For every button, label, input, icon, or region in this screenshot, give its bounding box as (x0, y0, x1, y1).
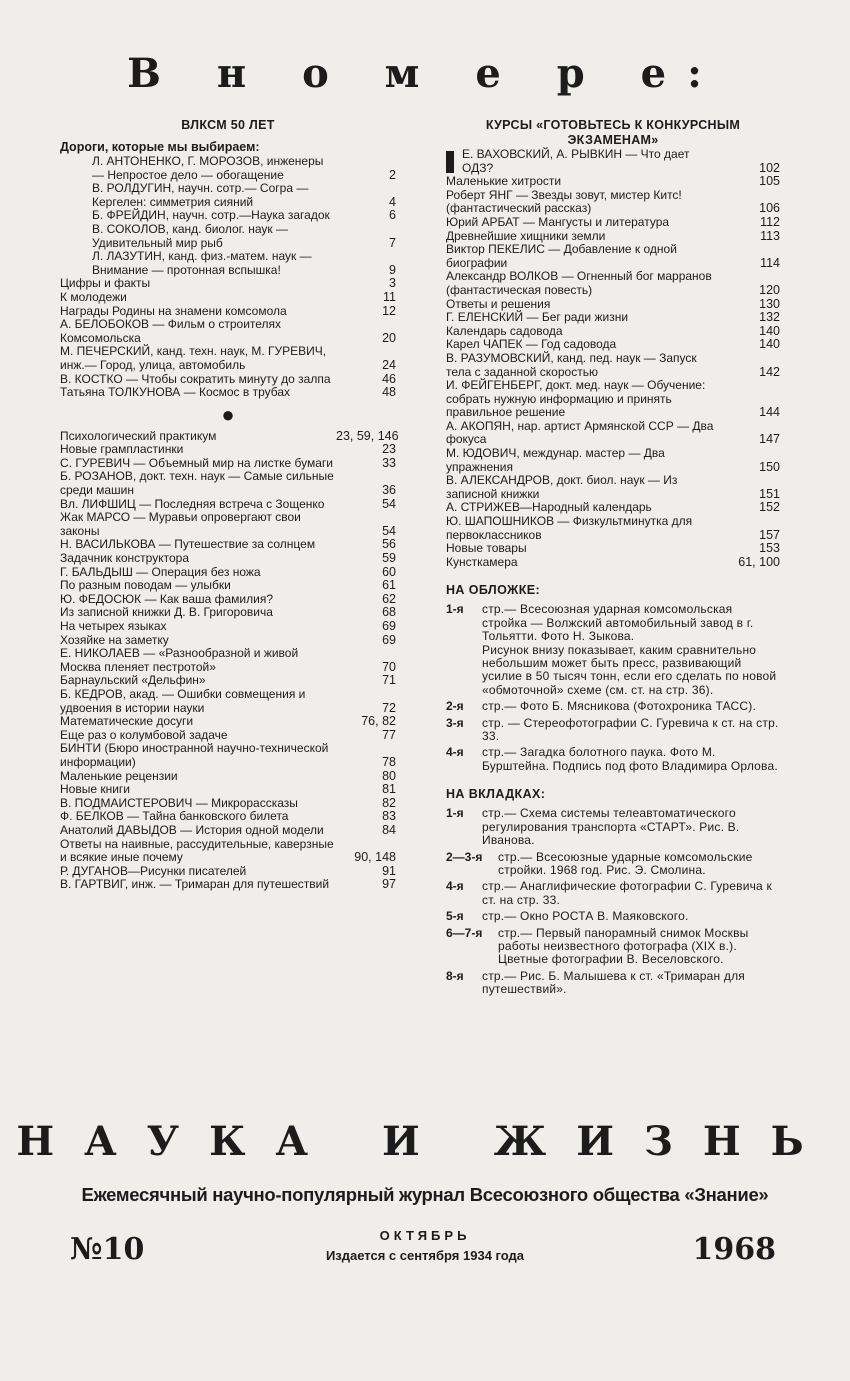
note-text: стр. — Стереофотографии С. Гуревича к ст. на стр. 33. (482, 715, 779, 744)
note-page-label: 8-я (446, 968, 464, 983)
toc-entry-title: В. КОСТКО — Чтобы сократить минуту до залпа (60, 371, 331, 386)
toc-entry-page: 33 (382, 455, 396, 470)
toc-entry-title: Из записной книжки Д. В. Григоровича (60, 605, 273, 620)
issue-month: ОКТЯБРЬ (379, 1228, 471, 1243)
bullet-separator: ● (221, 401, 235, 427)
toc-entry-page: 56 (382, 537, 396, 552)
note-entry (446, 880, 780, 907)
note-text: стр.— Всесоюзная ударная комсомольская стройка — Волжский автомобильный завод в г. Тольятти. Фото Н. Зыкова. Рисунок внизу показывает, каким сравнительно небольшим может быть пресс, развивающий усилие в 50 тысяч тонн, если его сделать по новой «обмоточной» схеме (см. ст. на стр. 36). (482, 602, 777, 697)
toc-entry-title: Л. АНТОНЕНКО, Г. МОРОЗОВ, инженеры — Непростое дело — обогащение (92, 154, 324, 182)
note-text: стр.— Окно РОСТА В. Маяковского. (482, 909, 689, 924)
toc-entry-title: Анатолий ДАВЫДОВ — История одной модели (60, 822, 324, 837)
toc-entry-page: 61, 100 (738, 554, 780, 569)
toc-entry (60, 305, 396, 319)
toc-entry-title: Вл. ЛИФШИЦ — Последняя встреча с Зощенко (60, 496, 325, 511)
toc-entry (60, 552, 396, 566)
note-entry (446, 970, 780, 997)
toc-entry (60, 182, 396, 209)
toc-entry (60, 647, 396, 674)
toc-entry-title: Л. ЛАЗУТИН, канд. физ.-матем. наук — Внимание — протонная вспышка! (92, 249, 312, 277)
issue-number: №10 (70, 1232, 145, 1267)
toc-entry-page: 132 (759, 310, 780, 325)
note-page-label: 5-я (446, 909, 464, 924)
toc-entry (60, 277, 396, 291)
toc-entry-title: Роберт ЯНГ — Звезды зовут, мистер Китс! (фантастический рассказ) (446, 187, 682, 216)
toc-entry (60, 729, 396, 743)
toc-entry (60, 797, 396, 811)
toc-entry-page: 54 (382, 496, 396, 511)
note-text: стр.— Анаглифические фотографии С. Гуревича к ст. на стр. 33. (482, 879, 772, 907)
toc-entry-title: Б. ФРЕЙДИН, научн. сотр.—Наука загадок (92, 208, 330, 223)
toc-entry (446, 338, 780, 352)
note-text: стр.— Первый панорамный снимок Москвы работы неизвестного фотографа (XIX в.). Цветные фотографии В. Веселовского. (498, 925, 749, 967)
note-page-label: 4-я (446, 879, 464, 894)
toc-entry (60, 878, 396, 892)
toc-entry-page: 23 (382, 442, 396, 457)
toc-entry-title: М. ЮДОВИЧ, междунар. мастер — Два упражнения (446, 446, 665, 474)
toc-entry-page: 68 (382, 605, 396, 620)
note-entry (446, 851, 780, 878)
publishing-since: Издается с сентября 1934 года (325, 1248, 525, 1263)
toc-entry-title: А. СТРИЖЕВ—Народный календарь (446, 500, 652, 515)
toc-entry-page: 140 (759, 323, 780, 338)
toc-entry-title: Г. БАЛЬДЫШ — Операция без ножа (60, 564, 261, 579)
toc-entry-title: Ю. ШАПОШНИКОВ — Физкультминутка для первоклассников (446, 514, 693, 542)
note-page-label: 4-я (446, 745, 464, 760)
toc-entry-title: С. ГУРЕВИЧ — Объемный мир на листке бумаги (60, 455, 333, 470)
toc-entry (446, 352, 780, 379)
toc-entry (462, 148, 780, 175)
toc-entry-page: 7 (389, 235, 396, 250)
toc-entry-page: 62 (382, 591, 396, 606)
toc-entry (60, 428, 399, 444)
toc-entry (60, 498, 396, 512)
toc-entry (446, 270, 780, 297)
note-text: стр.— Загадка болотного паука. Фото М. Бурштейна. Подпись под фото Владимира Орлова. (482, 745, 778, 773)
toc-entry-title: Кунсткамера (446, 554, 518, 569)
toc-entry (446, 501, 780, 515)
toc-entry-page: 4 (389, 194, 396, 209)
note-entry (446, 700, 780, 713)
course-entries (446, 148, 780, 569)
toc-entry-title: Еще раз о колумбовой задаче (60, 727, 228, 742)
toc-entry (446, 556, 780, 570)
toc-entry-title: Награды Родины на знамени комсомола (60, 303, 287, 318)
toc-entry-title: Юрий АРБАТ — Мангусты и литература (446, 214, 670, 229)
toc-entry-title: В. ПОДМАИСТЕРОВИЧ — Микрорассказы (60, 795, 298, 810)
toc-entry (60, 291, 396, 305)
note-entry (446, 910, 780, 923)
toc-entry-page: 71 (382, 673, 396, 688)
toc-entry-page: 151 (759, 486, 780, 501)
toc-entry-title: Древнейшие хищники земли (446, 228, 606, 243)
toc-entry-title: Барнаульский «Дельфин» (60, 673, 206, 688)
toc-entry-page: 140 (759, 337, 780, 352)
note-entry (446, 807, 780, 847)
toc-entry-page: 48 (382, 385, 396, 400)
toc-entry (60, 865, 396, 879)
note-page-label: 1-я (446, 806, 464, 821)
toc-entry (60, 579, 396, 593)
toc-entry (60, 620, 396, 634)
toc-entry-page: 9 (389, 262, 396, 277)
toc-entry (60, 538, 396, 552)
note-page-label: 1-я (446, 602, 464, 617)
toc-entry-page: 69 (382, 619, 396, 633)
toc-entry (60, 606, 396, 620)
toc-entry (446, 325, 780, 339)
toc-entry (60, 511, 396, 538)
main-entries-2 (60, 428, 399, 892)
toc-entry (446, 230, 780, 244)
toc-entry-title: Е. НИКОЛАЕВ — «Разнообразной и живой Москва пленяет пестротой» (60, 646, 299, 674)
toc-entry-page: 97 (382, 877, 396, 892)
journal-subtitle: Ежемесячный научно-популярный журнал Всесоюзного общества «Знание» (81, 1184, 769, 1205)
toc-entry-page: 113 (760, 228, 780, 243)
toc-entry-page: 105 (759, 174, 780, 189)
toc-entry-title: Маленькие хитрости (446, 174, 562, 189)
toc-entry-title: М. ПЕЧЕРСКИЙ, канд. техн. наук, М. ГУРЕВИЧ, инж.— Город, улица, автомобиль (60, 344, 327, 372)
right-column (446, 118, 780, 1000)
toc-entry-title: Ю. ФЕДОСЮК — Как ваша фамилия? (60, 591, 273, 606)
toc-entry-title: Ответы и решения (446, 296, 551, 311)
toc-entry (60, 470, 396, 497)
toc-entry-title: Виктор ПЕКЕЛИС — Добавление к одной биографии (446, 242, 677, 270)
toc-entry (60, 783, 396, 797)
toc-entry-page: 82 (382, 795, 396, 810)
masthead: НАУКА И ЖИЗНЬ (16, 1118, 834, 1165)
toc-entry-title: Хозяйке на заметку (60, 632, 169, 647)
toc-entry-page: 11 (383, 289, 396, 304)
toc-entry (446, 311, 780, 325)
toc-entry-title: В. РОЛДУГИН, научн. сотр.— Согра — Кергелен: симметрия сияний (92, 181, 309, 209)
toc-entry (60, 443, 396, 457)
toc-entry-page: 90, 148 (354, 850, 396, 865)
note-page-label: 2-я (446, 699, 464, 714)
toc-entry-title: Новые товары (446, 541, 527, 556)
toc-entry-title: А. АКОПЯН, нар. артист Армянской ССР — Два фокуса (446, 418, 714, 447)
page-title: В н о м е р е: (127, 50, 723, 97)
toc-entry-title: БИНТИ (Бюро иностранной научно-технической информации) (60, 741, 329, 769)
toc-entry-page: 46 (382, 371, 396, 386)
toc-entry-page: 60 (382, 564, 396, 579)
toc-entry-page: 120 (759, 282, 780, 297)
toc-entry (60, 824, 396, 838)
note-text: стр.— Рис. Б. Малышева к ст. «Тримаран для путешествий». (482, 968, 745, 997)
toc-entry-title: Новые грампластинки (60, 442, 184, 457)
toc-entry (60, 223, 396, 250)
toc-entry (446, 447, 780, 474)
toc-entry-title: В. ГАРТВИГ, инж. — Тримаран для путешествий (60, 877, 330, 892)
note-entry (446, 746, 780, 773)
toc-entry-page: 157 (759, 527, 780, 542)
toc-entry-page: 150 (759, 459, 780, 474)
toc-entry-title: Ответы на наивные, рассудительные, каверзные и всякие иные почему (60, 836, 334, 865)
toc-entry-page: 23, 59, 146 (336, 428, 399, 443)
toc-entry (60, 373, 396, 387)
toc-entry-page: 80 (382, 768, 396, 783)
note-text: стр.— Всесоюзные ударные комсомольские стройки. 1968 год. Рис. Э. Смолина. (498, 849, 753, 877)
toc-entry-page: 6 (389, 208, 396, 223)
toc-entry-title: Задачник конструктора (60, 551, 189, 566)
note-page-label: 2—3-я (446, 849, 483, 864)
note-entry (446, 603, 780, 697)
toc-entry-title: Татьяна ТОЛКУНОВА — Космос в трубах (60, 385, 291, 400)
toc-entry (446, 474, 780, 501)
toc-entry (446, 379, 780, 420)
toc-entry-page: 2 (389, 167, 396, 182)
toc-entry-page: 24 (382, 357, 396, 372)
toc-entry-page: 76, 82 (361, 714, 396, 729)
toc-entry-title: Б. РОЗАНОВ, докт. техн. наук — Самые сильные среди машин (60, 469, 334, 498)
inserts-heading: НА ВКЛАДКАХ: (446, 787, 546, 802)
toc-entry-page: 106 (759, 201, 780, 216)
note-entry (446, 717, 780, 744)
insert-notes (446, 807, 780, 996)
toc-entry-title: Г. ЕЛЕНСКИЙ — Бег ради жизни (446, 310, 629, 325)
toc-entry-title: Карел ЧАПЕК — Год садовода (446, 337, 617, 352)
toc-entry-title: Ф. БЕЛКОВ — Тайна банковского билета (60, 809, 289, 824)
toc-entry-title: К молодежи (60, 289, 127, 304)
toc-entry-page: 78 (382, 754, 396, 769)
toc-entry-page: 91 (382, 863, 396, 878)
issue-year: 1968 (692, 1232, 776, 1267)
toc-entry-page: 130 (759, 296, 780, 311)
toc-entry-title: Математические досуги (60, 714, 194, 729)
toc-entry (446, 216, 780, 230)
toc-entry-title: Р. ДУГАНОВ—Рисунки писателей (60, 863, 247, 878)
toc-entry-title: И. ФЕЙГЕНБЕРГ, докт. мед. наук — Обучение: собрать нужную информацию и принять правильное решение (446, 378, 706, 420)
cover-notes (446, 603, 780, 773)
toc-entry (60, 457, 396, 471)
section-heading-courses: КУРСЫ «ГОТОВЬТЕСЬ К КОНКУРСНЫМ ЭКЗАМЕНАМ» (485, 118, 741, 147)
toc-entry-title: В. АЛЕКСАНДРОВ, докт. биол. наук — Из записной книжки (446, 473, 678, 501)
toc-entry-page: 152 (759, 500, 780, 515)
toc-entry (446, 243, 780, 270)
toc-entry-title: В. СОКОЛОВ, канд. биолог. наук — Удивительный мир рыб (92, 221, 288, 250)
toc-entry-page: 12 (382, 303, 396, 318)
toc-entry-page: 102 (759, 160, 780, 175)
toc-entry (60, 209, 396, 223)
toc-entry-title: Б. КЕДРОВ, акад. — Ошибки совмещения и удвоения в истории науки (60, 686, 306, 715)
toc-entry-page: 84 (382, 822, 396, 837)
section-heading-vlksm: ВЛКСМ 50 ЛЕТ (181, 118, 275, 132)
toc-entry-title: В. РАЗУМОВСКИЙ, канд. пед. наук — Запуск тела с заданной скоростью (446, 350, 697, 379)
toc-entry-page: 112 (760, 214, 780, 229)
toc-entry (446, 175, 780, 189)
toc-entry (60, 838, 396, 865)
toc-entry-title: А. БЕЛОБОКОВ — Фильм о строителях Комсомольска (60, 317, 282, 345)
toc-entry (60, 742, 396, 769)
toc-entry-title: По разным поводам — улыбки (60, 578, 231, 593)
toc-entry (60, 155, 396, 182)
toc-entry (60, 688, 396, 715)
toc-entry (446, 189, 780, 216)
toc-entry (60, 345, 396, 372)
toc-entry (446, 515, 780, 542)
toc-entry-title: Жак МАРСО — Муравьи опровергают свои законы (60, 510, 301, 538)
toc-entry-page: 59 (382, 551, 396, 566)
toc-entry-page: 147 (759, 432, 780, 447)
note-text: стр.— Фото Б. Мясникова (Фотохроника ТАСС). (482, 699, 756, 714)
note-page-label: 3-я (446, 715, 464, 730)
toc-entry (60, 386, 396, 400)
note-page-label: 6—7-я (446, 925, 483, 940)
toc-entry (60, 674, 396, 688)
toc-entry-title: Е. ВАХОВСКИЙ, А. РЫВКИН — Что дает ОДЗ? (462, 147, 690, 175)
toc-entry-page: 3 (389, 276, 396, 291)
toc-entry (60, 770, 396, 784)
toc-entry (60, 634, 396, 648)
toc-entry-title: Новые книги (60, 782, 131, 797)
toc-entry (60, 810, 396, 824)
toc-entry-page: 69 (382, 632, 396, 647)
toc-entry-title: На четырех языках (60, 619, 167, 633)
main-entries-1 (60, 277, 396, 399)
toc-entry-page: 20 (382, 330, 396, 345)
toc-entry-page: 144 (759, 405, 780, 420)
toc-entry-title: Александр ВОЛКОВ — Огненный бог марранов (фантастическая повесть) (446, 269, 712, 297)
left-column (60, 118, 399, 892)
toc-entry-title: Н. ВАСИЛЬКОВА — Путешествие за солнцем (60, 537, 316, 552)
toc-entry (446, 542, 780, 556)
toc-entry (60, 715, 396, 729)
note-text: стр.— Схема системы телеавтоматического регулирования транспорта «СТАРТ». Рис. В. Иванова. (482, 806, 740, 848)
toc-entry-page: 54 (382, 523, 396, 538)
toc-entry-page: 61 (382, 578, 396, 593)
toc-entry-title: Календарь садовода (446, 323, 563, 338)
toc-entry-page: 114 (760, 255, 780, 270)
initial-bar-ornament (446, 151, 454, 173)
toc-entry-page: 70 (382, 659, 396, 674)
toc-entry-title: Цифры и факты (60, 276, 151, 291)
toc-entry (60, 250, 396, 277)
toc-entry-page: 72 (382, 700, 396, 715)
toc-entry (60, 318, 396, 345)
toc-entry (60, 566, 396, 580)
toc-entry-title: Маленькие рецензии (60, 768, 178, 783)
toc-entry-title: Психологический практикум (60, 428, 217, 443)
cover-heading: НА ОБЛОЖКЕ: (446, 583, 541, 598)
note-entry (446, 927, 780, 967)
toc-entry (446, 420, 780, 447)
toc-entry-page: 77 (382, 727, 396, 742)
toc-entry-page: 153 (759, 541, 780, 556)
toc-entry-page: 81 (382, 782, 396, 797)
toc-entry-page: 36 (382, 483, 396, 498)
section-subheading-roads: Дороги, которые мы выбираем: (60, 140, 260, 154)
toc-entry-page: 83 (382, 809, 396, 824)
toc-entry (60, 593, 396, 607)
toc-entry-page: 142 (759, 364, 780, 379)
indented-entries (60, 155, 396, 277)
